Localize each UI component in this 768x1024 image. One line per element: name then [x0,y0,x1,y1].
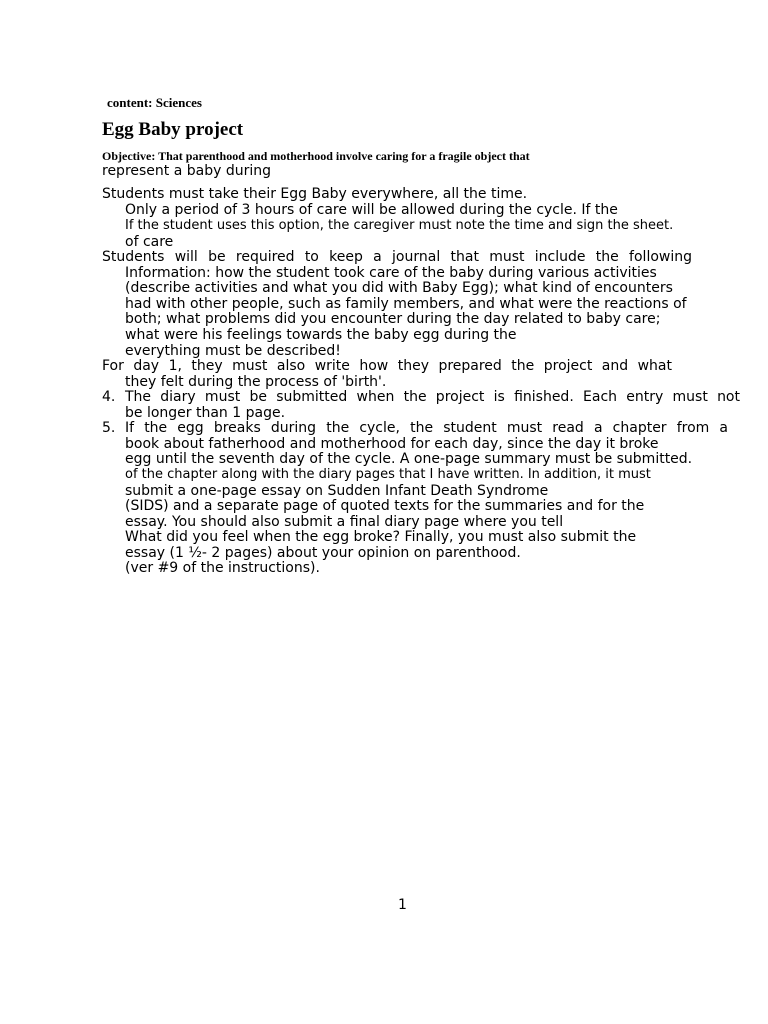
body-line: If the egg breaks during the cycle, the student must read a chapter from a [125,420,728,436]
list-number: 5. [102,420,116,436]
body-line: Students must take their Egg Baby everywhere, all the time. [102,186,528,202]
body-line: book about fatherhood and motherhood for each day, since the day it broke [125,436,659,452]
body-line: egg until the seventh day of the cycle. A one-page summary must be submitted. [125,451,693,467]
body-line: what were his feelings towards the baby egg during the [125,327,517,343]
body-line: For day 1, they must also write how they prepared the project and what [102,358,672,374]
content-label: content: Sciences [107,95,202,110]
body-line: (SIDS) and a separate page of quoted texts for the summaries and for the [125,498,645,514]
body-line: of the chapter along with the diary pages that I have written. In addition, it must [125,467,651,482]
body-line: The diary must be submitted when the project is finished. Each entry must not [125,389,740,405]
body-line: had with other people, such as family members, and what were the reactions of [125,296,687,312]
body-line: What did you feel when the egg broke? Finally, you must also submit the [125,529,637,545]
body-line: essay. You should also submit a final diary page where you tell [125,514,564,530]
body-line: both; what problems did you encounter during the day related to baby care; [125,311,661,327]
body-line: (ver #9 of the instructions). [125,560,320,576]
body-line: of care [125,234,174,250]
body-line: everything must be described! [125,343,341,359]
body-line: represent a baby during [102,163,272,179]
objective-line: Objective: That parenthood and motherhood involve caring for a fragile object that [102,149,530,163]
body-line: submit a one-page essay on Sudden Infant Death Syndrome [125,483,549,499]
body-line: essay (1 ½- 2 pages) about your opinion on parenthood. [125,545,521,561]
body-line: Students will be required to keep a journal that must include the following [102,249,692,265]
body-line: Information: how the student took care of the baby during various activities [125,265,657,281]
body-line: Only a period of 3 hours of care will be allowed during the cycle. If the [125,202,618,218]
list-number: 4. [102,389,116,405]
body-line: they felt during the process of 'birth'. [125,374,387,390]
body-line: If the student uses this option, the caregiver must note the time and sign the sheet. [125,218,674,233]
page-title: Egg Baby project [102,119,244,140]
body-line: (describe activities and what you did with Baby Egg); what kind of encounters [125,280,673,296]
page-number: 1 [398,897,407,913]
body-line: be longer than 1 page. [125,405,286,421]
